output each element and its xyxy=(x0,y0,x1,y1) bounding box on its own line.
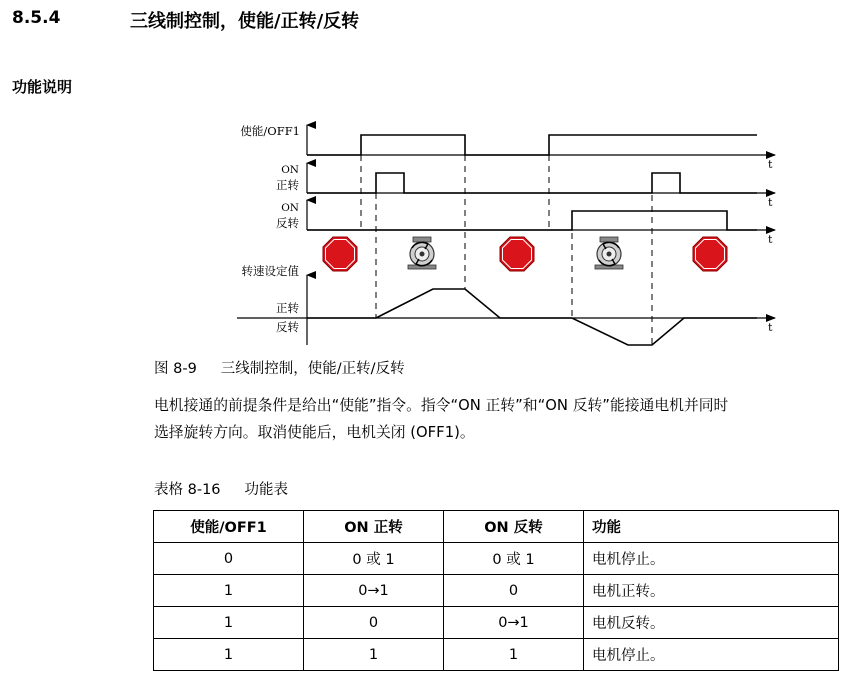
signal-on-rev xyxy=(307,211,757,230)
header-enable: 使能/OFF1 xyxy=(154,511,304,543)
stop-sign xyxy=(500,237,534,271)
stop-sign xyxy=(693,237,727,271)
cell-on-fwd: 0 或 1 xyxy=(304,543,444,575)
table-caption-text: 功能表 xyxy=(244,482,289,498)
cell-on-fwd: 0 xyxy=(304,607,444,639)
cell-on-rev: 0→1 xyxy=(444,607,584,639)
table-row xyxy=(154,575,839,607)
cell-on-fwd: 1 xyxy=(304,639,444,671)
label-on-rev-on: ON xyxy=(281,202,299,214)
t-label-3: t xyxy=(768,233,773,246)
cell-on-fwd: 0→1 xyxy=(304,575,444,607)
label-on-rev: 反转 xyxy=(276,216,299,230)
section-title: 三线制控制，使能/正转/反转 xyxy=(130,11,360,32)
cell-enable: 1 xyxy=(154,607,304,639)
figure-caption xyxy=(154,357,405,378)
label-speed-rev: 反转 xyxy=(276,320,299,334)
cell-function: 电机反转。 xyxy=(584,607,839,639)
t-label-4: t xyxy=(768,321,773,334)
header-function: 功能 xyxy=(584,511,839,543)
signal-on-fwd xyxy=(307,173,757,193)
table-header-row xyxy=(154,511,839,543)
paragraph-line-2: 选择旋转方向。取消使能后，电机关闭 (OFF1)。 xyxy=(154,424,475,441)
cell-function: 电机停止。 xyxy=(584,543,839,575)
cell-enable: 1 xyxy=(154,575,304,607)
cell-enable: 1 xyxy=(154,639,304,671)
label-speed: 转速设定值 xyxy=(241,264,299,278)
label-speed-fwd: 正转 xyxy=(276,301,299,315)
header-on-fwd: ON 正转 xyxy=(304,511,444,543)
table-number: 表格 8-16 xyxy=(154,482,221,498)
label-enable: 使能/OFF1 xyxy=(240,124,300,138)
label-on-fwd-on: ON xyxy=(281,164,299,176)
table-row xyxy=(154,639,839,671)
cell-on-rev: 0 或 1 xyxy=(444,543,584,575)
figure-number: 图 8-9 xyxy=(154,361,197,377)
t-label-1: t xyxy=(768,158,773,171)
table-row xyxy=(154,543,839,575)
motor-reverse-icon xyxy=(595,237,623,269)
cell-enable: 0 xyxy=(154,543,304,575)
t-label-2: t xyxy=(768,196,773,209)
description-paragraph xyxy=(154,392,844,446)
cell-function: 电机正转。 xyxy=(584,575,839,607)
signal-enable xyxy=(307,135,757,155)
function-table xyxy=(153,510,839,671)
subheading: 功能说明 xyxy=(12,78,73,96)
stop-sign xyxy=(323,237,357,271)
section-number: 8.5.4 xyxy=(12,8,61,28)
cell-on-rev: 1 xyxy=(444,639,584,671)
table-caption xyxy=(154,478,288,499)
paragraph-line-1: 电机接通的前提条件是给出“使能”指令。指令“ON 正转”和“ON 反转”能接通电机并同时 xyxy=(154,397,729,414)
label-on-fwd: 正转 xyxy=(276,178,299,192)
cell-on-rev: 0 xyxy=(444,575,584,607)
signal-speed xyxy=(307,289,757,345)
header-on-rev: ON 反转 xyxy=(444,511,584,543)
figure-caption-text: 三线制控制，使能/正转/反转 xyxy=(220,361,405,377)
motor-forward-icon xyxy=(408,237,436,269)
table-row xyxy=(154,607,839,639)
cell-function: 电机停止。 xyxy=(584,639,839,671)
